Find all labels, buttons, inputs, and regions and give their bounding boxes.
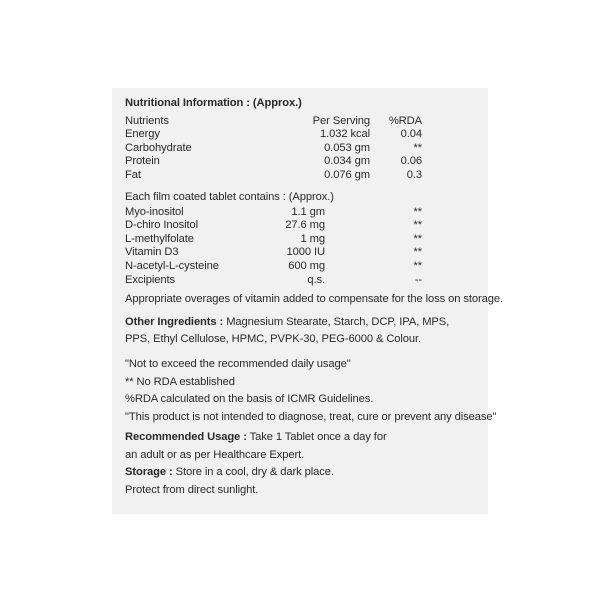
other-ingredients-line-2: PPS, Ethyl Cellulose, HPMC, PVPK-30, PEG-6000 & Colour.	[125, 333, 422, 346]
ingredient-name: D-chiro Inositol	[125, 219, 199, 232]
ingredient-name: Vitamin D3	[125, 246, 179, 259]
ingredient-row	[125, 260, 485, 274]
nutrient-amount: 0.034 gm	[324, 155, 370, 168]
nutrition-heading: Nutritional Information : (Approx.)	[125, 97, 302, 109]
nutrient-rda: **	[413, 141, 422, 154]
label-content	[125, 97, 503, 502]
nutrition-row	[125, 128, 485, 142]
nutrient-amount: 0.053 gm	[324, 141, 370, 154]
usage-text: Take 1 Tablet once a day for	[249, 431, 387, 444]
ingredient-rda: **	[413, 246, 422, 259]
ingredient-row	[125, 246, 485, 260]
nutrient-name: Protein	[125, 155, 160, 168]
nutrition-row	[125, 155, 485, 169]
ingredient-amount: 1000 IU	[286, 246, 325, 259]
storage-line-2: Protect from direct sunlight.	[125, 484, 259, 497]
ingredient-amount: 600 mg	[288, 259, 325, 272]
storage-line-1	[125, 466, 485, 484]
tablet-heading: Each film coated tablet contains : (Approx.)	[125, 190, 334, 203]
daily-usage-note: "Not to exceed the recommended daily usage"	[125, 357, 351, 370]
ingredient-name: N-acetyl-L-cysteine	[125, 259, 219, 272]
nutrient-name: Carbohydrate	[125, 141, 192, 154]
ingredient-row	[125, 206, 485, 220]
other-ingredients-line-1	[125, 316, 485, 334]
ingredient-name: L-methylfolate	[125, 232, 194, 245]
nutrient-rda: 0.04	[400, 128, 422, 141]
ingredient-name: Myo-inositol	[125, 205, 184, 218]
not-intended-note: "This product is not intended to diagnose, treat, cure or prevent any disease"	[125, 410, 497, 423]
ingredient-row	[125, 274, 485, 288]
icmr-note: %RDA calculated on the basis of ICMR Guidelines.	[125, 393, 374, 406]
ingredient-row	[125, 233, 485, 247]
nutrient-amount: 1.032 kcal	[320, 128, 370, 141]
storage-label: Storage :	[125, 466, 173, 479]
ingredient-rda: **	[413, 259, 422, 272]
nutrient-name: Fat	[125, 168, 141, 181]
nutrient-amount: 0.076 gm	[324, 168, 370, 181]
nutrition-header-row	[125, 115, 485, 129]
ingredient-amount: q.s.	[307, 273, 325, 286]
rda-column-header: %RDA	[388, 114, 422, 127]
ingredient-name: Excipients	[125, 273, 175, 286]
nutrient-name: Energy	[125, 128, 160, 141]
ingredient-rda: --	[414, 273, 422, 286]
ingredient-rda: **	[413, 232, 422, 245]
other-ingredients-text: Magnesium Stearate, Starch, DCP, IPA, MPS,	[226, 315, 450, 328]
ingredient-row	[125, 219, 485, 233]
ingredient-amount: 1.1 gm	[291, 205, 325, 218]
nutrients-column-header: Nutrients	[125, 114, 169, 127]
disclaimer-notes	[125, 356, 497, 426]
storage-text: Store in a cool, dry & dark place.	[175, 466, 334, 479]
ingredient-amount: 27.6 mg	[285, 219, 325, 232]
ingredient-rda: **	[413, 219, 422, 232]
nutrition-row	[125, 142, 485, 156]
overage-note: Appropriate overages of vitamin added to compensate for the loss on storage.	[125, 293, 503, 306]
ingredient-rda: **	[413, 205, 422, 218]
usage-line-2: an adult or as per Healthcare Expert.	[125, 448, 305, 461]
nutrition-row	[125, 169, 485, 183]
other-ingredients-label: Other Ingredients :	[125, 315, 224, 328]
usage-label: Recommended Usage :	[125, 431, 247, 444]
usage-line-1	[125, 431, 485, 449]
nutrient-rda: 0.06	[400, 155, 422, 168]
per-serving-column-header: Per Serving	[312, 114, 370, 127]
nutrient-rda: 0.3	[406, 168, 422, 181]
ingredient-amount: 1 mg	[300, 232, 325, 245]
no-rda-note: ** No RDA established	[125, 375, 235, 388]
